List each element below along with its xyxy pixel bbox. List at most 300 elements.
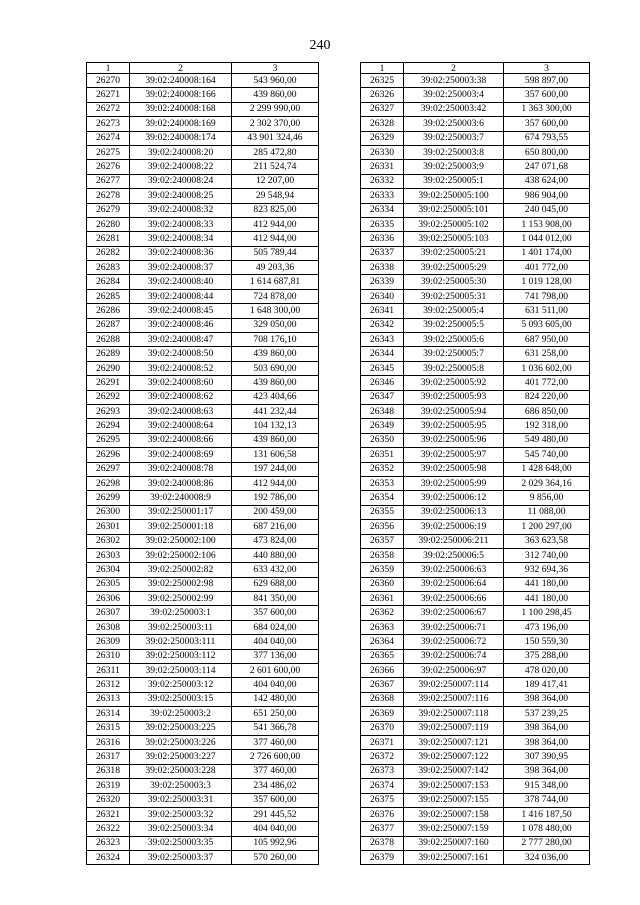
table-row [361,448,590,462]
value-cell: 104 132,13 [232,419,319,433]
table-row [361,347,590,361]
value-cell: 377 136,00 [232,649,319,663]
cadastral-number-cell: 39:02:250007:116 [404,692,504,706]
value-cell: 505 789,44 [232,246,319,260]
value-cell: 633 432,00 [232,563,319,577]
table-row [361,822,590,836]
cadastral-number-cell: 39:02:250003:15 [130,692,232,706]
cadastral-number-cell: 39:02:250003:42 [404,102,504,116]
cadastral-number-cell: 39:02:240008:20 [130,145,232,159]
table-row [87,735,319,749]
row-number-cell: 26306 [87,592,130,606]
cadastral-number-cell: 39:02:250006:72 [404,635,504,649]
cadastral-number-cell: 39:02:250005:30 [404,275,504,289]
cadastral-number-cell: 39:02:250005:1 [404,174,504,188]
cadastral-number-cell: 39:02:250003:4 [404,88,504,102]
row-number-cell: 26356 [361,520,404,534]
cadastral-number-cell: 39:02:250006:211 [404,534,504,548]
table-row [87,131,319,145]
row-number-cell: 26294 [87,419,130,433]
value-cell: 398 364,00 [504,735,590,749]
value-cell: 1 078 480,00 [504,822,590,836]
value-cell: 541 366,78 [232,721,319,735]
cadastral-number-cell: 39:02:250003:111 [130,635,232,649]
cadastral-number-cell: 39:02:250005:92 [404,376,504,390]
row-number-cell: 26352 [361,462,404,476]
value-cell: 49 203,36 [232,261,319,275]
value-cell: 915 348,00 [504,779,590,793]
value-cell: 234 486,02 [232,779,319,793]
cadastral-number-cell: 39:02:250003:9 [404,160,504,174]
row-number-cell: 26366 [361,664,404,678]
value-cell: 2 299 990,00 [232,102,319,116]
cadastral-number-cell: 39:02:240008:34 [130,232,232,246]
table-row [87,520,319,534]
table-row [87,764,319,778]
value-cell: 473 824,00 [232,534,319,548]
row-number-cell: 26328 [361,117,404,131]
table-row [361,491,590,505]
cadastral-number-cell: 39:02:250005:100 [404,189,504,203]
row-number-cell: 26373 [361,764,404,778]
row-number-cell: 26323 [87,836,130,850]
cadastral-number-cell: 39:02:250007:153 [404,779,504,793]
table-row [87,361,319,375]
table-row [361,376,590,390]
table-row [361,836,590,850]
row-number-cell: 26292 [87,390,130,404]
row-number-cell: 26287 [87,318,130,332]
table-row [87,74,319,88]
table-row [361,721,590,735]
cadastral-number-cell: 39:02:250005:8 [404,361,504,375]
row-number-cell: 26378 [361,836,404,850]
row-number-cell: 26289 [87,347,130,361]
cadastral-number-cell: 39:02:250005:99 [404,476,504,490]
cadastral-number-cell: 39:02:250003:35 [130,836,232,850]
value-cell: 150 559,30 [504,635,590,649]
value-cell: 307 390,95 [504,750,590,764]
row-number-cell: 26321 [87,807,130,821]
row-number-cell: 26350 [361,433,404,447]
value-cell: 841 350,00 [232,592,319,606]
value-cell: 1 019 128,00 [504,275,590,289]
table-row [87,649,319,663]
row-number-cell: 26307 [87,606,130,620]
row-number-cell: 26310 [87,649,130,663]
table-row [87,548,319,562]
table-row [361,462,590,476]
row-number-cell: 26312 [87,678,130,692]
value-cell: 439 860,00 [232,88,319,102]
row-number-cell: 26330 [361,145,404,159]
table-row [87,145,319,159]
table-row [361,851,590,865]
row-number-cell: 26284 [87,275,130,289]
cadastral-number-cell: 39:02:240008:24 [130,174,232,188]
row-number-cell: 26326 [361,88,404,102]
row-number-cell: 26290 [87,361,130,375]
table-row [361,750,590,764]
row-number-cell: 26346 [361,376,404,390]
cadastral-number-cell: 39:02:250002:98 [130,577,232,591]
value-cell: 1 614 687,81 [232,275,319,289]
cadastral-number-cell: 39:02:250006:12 [404,491,504,505]
row-number-cell: 26344 [361,347,404,361]
value-cell: 398 364,00 [504,721,590,735]
table-body-left [87,63,319,865]
cadastral-number-cell: 39:02:240008:9 [130,491,232,505]
cadastral-number-cell: 39:02:250007:155 [404,793,504,807]
row-number-cell: 26336 [361,232,404,246]
row-number-cell: 26291 [87,376,130,390]
row-number-cell: 26327 [361,102,404,116]
value-cell: 404 040,00 [232,822,319,836]
cadastral-number-cell: 39:02:240008:36 [130,246,232,260]
value-cell: 1 648 300,00 [232,304,319,318]
value-cell: 247 071,68 [504,160,590,174]
table-row [87,836,319,850]
header-cell-col2: 2 [130,63,232,74]
row-number-cell: 26324 [87,851,130,865]
value-cell: 43 901 324,46 [232,131,319,145]
value-cell: 2 601 600,00 [232,664,319,678]
value-cell: 2 726 600,00 [232,750,319,764]
row-number-cell: 26364 [361,635,404,649]
table-row [87,404,319,418]
row-number-cell: 26333 [361,189,404,203]
value-cell: 724 878,00 [232,289,319,303]
row-number-cell: 26337 [361,246,404,260]
table-row [87,318,319,332]
table-row [87,563,319,577]
row-number-cell: 26318 [87,764,130,778]
table-row [87,160,319,174]
row-number-cell: 26358 [361,548,404,562]
row-number-cell: 26379 [361,851,404,865]
value-cell: 440 880,00 [232,548,319,562]
cadastral-number-cell: 39:02:240008:166 [130,88,232,102]
row-number-cell: 26335 [361,217,404,231]
header-cell-col2: 2 [404,63,504,74]
value-cell: 651 250,00 [232,707,319,721]
cadastral-number-cell: 39:02:250006:13 [404,505,504,519]
table-row [87,620,319,634]
value-cell: 708 176,10 [232,333,319,347]
value-cell: 686 850,00 [504,404,590,418]
cadastral-number-cell: 39:02:250003:34 [130,822,232,836]
table-row [87,275,319,289]
cadastral-number-cell: 39:02:250005:98 [404,462,504,476]
value-cell: 629 688,00 [232,577,319,591]
table-row [361,131,590,145]
value-cell: 650 800,00 [504,145,590,159]
header-row [87,63,319,74]
value-cell: 674 793,55 [504,131,590,145]
table-row [87,232,319,246]
cadastral-number-cell: 39:02:240008:164 [130,74,232,88]
row-number-cell: 26354 [361,491,404,505]
table-row [361,793,590,807]
row-number-cell: 26319 [87,779,130,793]
table-row [361,534,590,548]
row-number-cell: 26340 [361,289,404,303]
table-row [87,721,319,735]
row-number-cell: 26348 [361,404,404,418]
cadastral-number-cell: 39:02:240008:60 [130,376,232,390]
row-number-cell: 26300 [87,505,130,519]
table-row [361,275,590,289]
row-number-cell: 26314 [87,707,130,721]
value-cell: 329 050,00 [232,318,319,332]
table-row [361,88,590,102]
row-number-cell: 26275 [87,145,130,159]
value-cell: 357 600,00 [504,117,590,131]
cadastral-number-cell: 39:02:250006:19 [404,520,504,534]
row-number-cell: 26341 [361,304,404,318]
value-cell: 2 302 370,00 [232,117,319,131]
table-row [361,289,590,303]
row-number-cell: 26286 [87,304,130,318]
header-cell-col3: 3 [232,63,319,74]
row-number-cell: 26278 [87,189,130,203]
value-cell: 423 404,66 [232,390,319,404]
value-cell: 357 600,00 [232,793,319,807]
row-number-cell: 26375 [361,793,404,807]
cadastral-number-cell: 39:02:250007:160 [404,836,504,850]
row-number-cell: 26343 [361,333,404,347]
table-row [87,807,319,821]
value-cell: 439 860,00 [232,347,319,361]
table-row [361,779,590,793]
header-cell-col1: 1 [87,63,130,74]
table-row [87,390,319,404]
header-cell-col3: 3 [504,63,590,74]
table-row [361,318,590,332]
value-cell: 570 260,00 [232,851,319,865]
row-number-cell: 26325 [361,74,404,88]
value-cell: 29 548,94 [232,189,319,203]
row-number-cell: 26368 [361,692,404,706]
value-cell: 441 180,00 [504,577,590,591]
row-number-cell: 26349 [361,419,404,433]
table-row [87,419,319,433]
table-row [361,145,590,159]
cadastral-number-cell: 39:02:250006:63 [404,563,504,577]
table-row [361,174,590,188]
row-number-cell: 26315 [87,721,130,735]
row-number-cell: 26299 [87,491,130,505]
table-row [87,261,319,275]
cadastral-number-cell: 39:02:250003:1 [130,606,232,620]
row-number-cell: 26365 [361,649,404,663]
cadastral-number-cell: 39:02:250003:225 [130,721,232,735]
value-cell: 2 029 364,16 [504,476,590,490]
value-cell: 200 459,00 [232,505,319,519]
value-cell: 404 040,00 [232,678,319,692]
table-row [361,433,590,447]
registry-table-left [86,62,319,865]
value-cell: 2 777 280,00 [504,836,590,850]
table-row [87,491,319,505]
row-number-cell: 26281 [87,232,130,246]
table-row [361,664,590,678]
cadastral-number-cell: 39:02:250003:12 [130,678,232,692]
value-cell: 473 196,00 [504,620,590,634]
row-number-cell: 26309 [87,635,130,649]
cadastral-number-cell: 39:02:250005:102 [404,217,504,231]
value-cell: 375 288,00 [504,649,590,663]
row-number-cell: 26372 [361,750,404,764]
row-number-cell: 26280 [87,217,130,231]
value-cell: 1 153 908,00 [504,217,590,231]
cadastral-number-cell: 39:02:250007:159 [404,822,504,836]
cadastral-number-cell: 39:02:250007:121 [404,735,504,749]
value-cell: 189 417,41 [504,678,590,692]
table-row [87,189,319,203]
value-cell: 441 232,44 [232,404,319,418]
row-number-cell: 26317 [87,750,130,764]
cadastral-number-cell: 39:02:250003:31 [130,793,232,807]
row-number-cell: 26329 [361,131,404,145]
table-row [87,750,319,764]
table-row [361,606,590,620]
value-cell: 503 690,00 [232,361,319,375]
value-cell: 377 460,00 [232,735,319,749]
table-row [361,390,590,404]
value-cell: 545 740,00 [504,448,590,462]
table-row [361,678,590,692]
value-cell: 142 480,00 [232,692,319,706]
cadastral-number-cell: 39:02:250003:11 [130,620,232,634]
table-row [361,261,590,275]
cadastral-number-cell: 39:02:240008:37 [130,261,232,275]
cadastral-number-cell: 39:02:250007:118 [404,707,504,721]
cadastral-number-cell: 39:02:250003:32 [130,807,232,821]
row-number-cell: 26298 [87,476,130,490]
value-cell: 9 856,00 [504,491,590,505]
value-cell: 631 258,00 [504,347,590,361]
row-number-cell: 26369 [361,707,404,721]
value-cell: 192 318,00 [504,419,590,433]
cadastral-number-cell: 39:02:250007:114 [404,678,504,692]
cadastral-number-cell: 39:02:240008:44 [130,289,232,303]
table-row [87,217,319,231]
row-number-cell: 26360 [361,577,404,591]
value-cell: 401 772,00 [504,261,590,275]
cadastral-number-cell: 39:02:240008:47 [130,333,232,347]
cadastral-number-cell: 39:02:250005:94 [404,404,504,418]
table-row [361,707,590,721]
cadastral-number-cell: 39:02:250006:74 [404,649,504,663]
value-cell: 1 100 298,45 [504,606,590,620]
table-row [87,851,319,865]
table-row [361,246,590,260]
value-cell: 285 472,80 [232,145,319,159]
row-number-cell: 26301 [87,520,130,534]
value-cell: 357 600,00 [232,606,319,620]
value-cell: 823 825,00 [232,203,319,217]
table-row [361,807,590,821]
cadastral-number-cell: 39:02:250005:21 [404,246,504,260]
table-row [361,404,590,418]
row-number-cell: 26342 [361,318,404,332]
value-cell: 439 860,00 [232,433,319,447]
cadastral-number-cell: 39:02:240008:63 [130,404,232,418]
table-row [87,692,319,706]
table-row [361,304,590,318]
row-number-cell: 26339 [361,275,404,289]
cadastral-number-cell: 39:02:250003:227 [130,750,232,764]
cadastral-number-cell: 39:02:250006:64 [404,577,504,591]
value-cell: 357 600,00 [504,88,590,102]
cadastral-number-cell: 39:02:250003:114 [130,664,232,678]
cadastral-number-cell: 39:02:250006:66 [404,592,504,606]
row-number-cell: 26351 [361,448,404,462]
row-number-cell: 26282 [87,246,130,260]
value-cell: 291 445,52 [232,807,319,821]
row-number-cell: 26362 [361,606,404,620]
cadastral-number-cell: 39:02:240008:33 [130,217,232,231]
cadastral-number-cell: 39:02:250005:96 [404,433,504,447]
table-row [87,376,319,390]
value-cell: 1 200 297,00 [504,520,590,534]
cadastral-number-cell: 39:02:250005:93 [404,390,504,404]
page-number: 240 [309,38,331,53]
cadastral-number-cell: 39:02:240008:22 [130,160,232,174]
value-cell: 537 239,25 [504,707,590,721]
cadastral-number-cell: 39:02:250007:122 [404,750,504,764]
table-row [361,592,590,606]
row-number-cell: 26274 [87,131,130,145]
cadastral-number-cell: 39:02:250006:97 [404,664,504,678]
table-row [361,520,590,534]
row-number-cell: 26311 [87,664,130,678]
table-row [87,779,319,793]
value-cell: 1 044 012,00 [504,232,590,246]
row-number-cell: 26371 [361,735,404,749]
cadastral-number-cell: 39:02:250006:71 [404,620,504,634]
cadastral-number-cell: 39:02:250002:99 [130,592,232,606]
table-row [87,476,319,490]
row-number-cell: 26295 [87,433,130,447]
table-row [87,433,319,447]
row-number-cell: 26293 [87,404,130,418]
value-cell: 197 244,00 [232,462,319,476]
table-row [87,203,319,217]
value-cell: 824 220,00 [504,390,590,404]
row-number-cell: 26377 [361,822,404,836]
row-number-cell: 26334 [361,203,404,217]
table-row [361,102,590,116]
table-row [361,203,590,217]
row-number-cell: 26270 [87,74,130,88]
table-row [87,304,319,318]
row-number-cell: 26304 [87,563,130,577]
table-row [361,563,590,577]
table-row [87,577,319,591]
value-cell: 631 511,00 [504,304,590,318]
value-cell: 105 992,96 [232,836,319,850]
cadastral-number-cell: 39:02:250005:97 [404,448,504,462]
cadastral-number-cell: 39:02:240008:62 [130,390,232,404]
table-row [361,505,590,519]
table-row [361,74,590,88]
table-row [87,635,319,649]
table-row [361,692,590,706]
row-number-cell: 26320 [87,793,130,807]
cadastral-number-cell: 39:02:240008:66 [130,433,232,447]
